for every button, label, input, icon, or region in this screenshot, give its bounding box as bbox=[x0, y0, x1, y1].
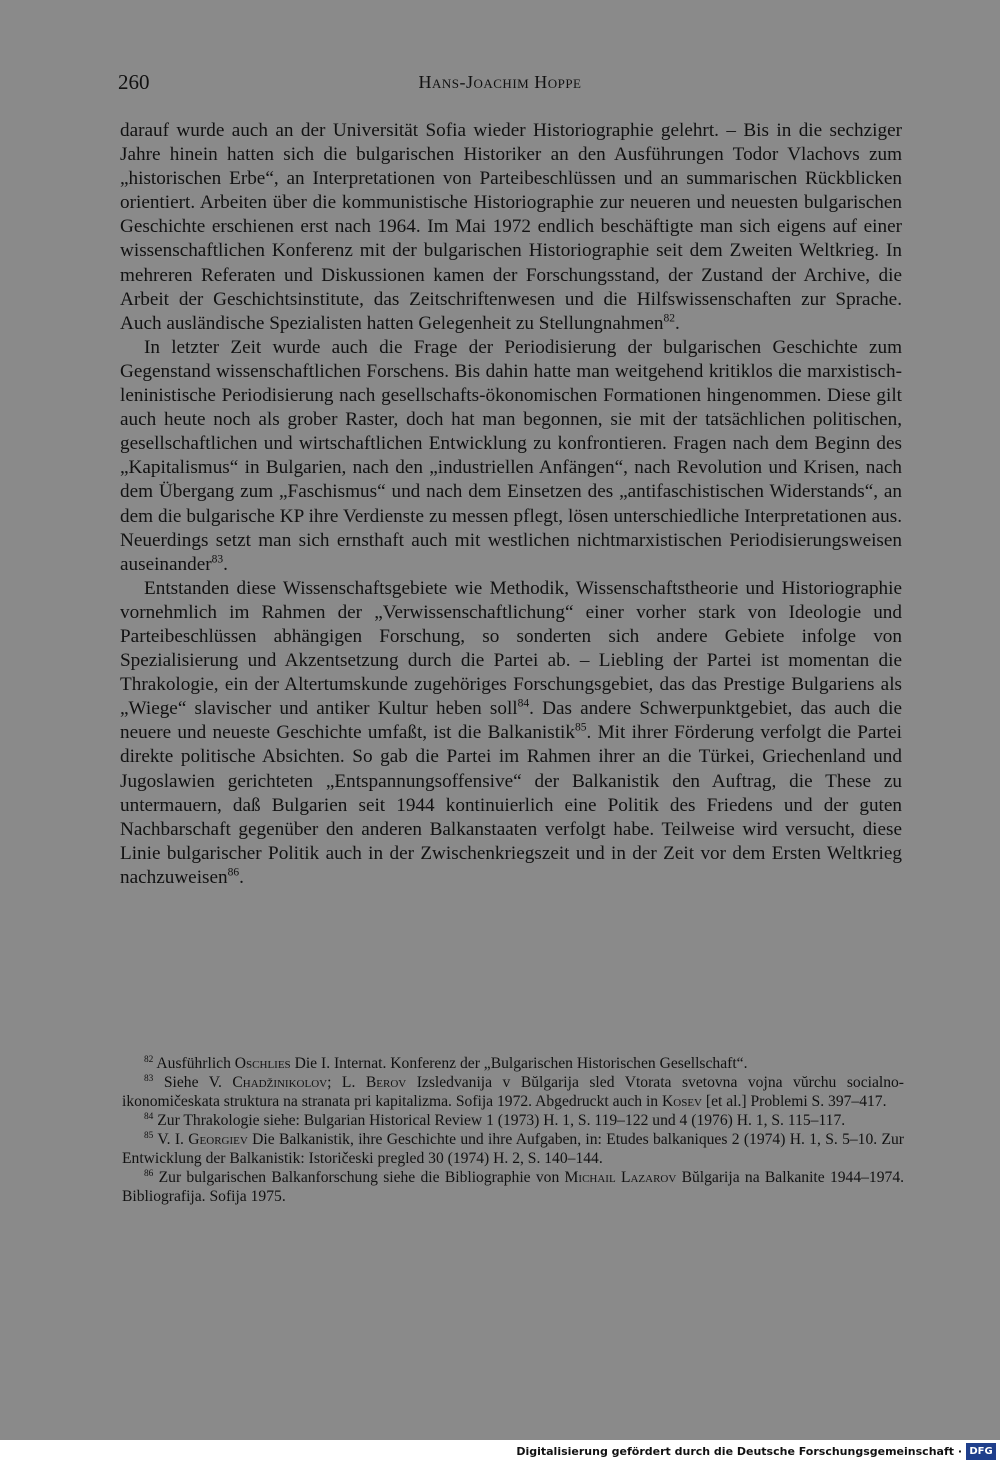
footnote-84: $^{84}$ Zur Thrakologie siehe: Bulgarian Historical Review 1 (1973) H. 1, S. 119–122 und 4 (1976) H. 1, S. 115–117. bbox=[144, 1111, 846, 1129]
dfg-credit-text: Digitalisierung gefördert durch die Deutsche Forschungsgemeinschaft · bbox=[516, 1445, 962, 1458]
footnote-82: $^{82}$ Ausführlich Oschlies Die I. Internat. Konferenz der „Bulgarischen Historischen Gesellschaft“. bbox=[144, 1054, 748, 1072]
paragraph-1: darauf wurde auch an der Universität Sofia wieder Historiographie gelehrt. – Bis in die sechziger Jahre hinein hatten sich die bulgarischen Historiker an den Ausführungen Todor Vlachovs zum „historischen Erbe“, an Interpretationen von Parteibeschlüssen und an summarischen Rückblicken orientiert. Arbeiten über die kommunistische Historiographie zur neueren und neuesten bulgarischen Geschichte erschienen erst nach 1964. Im Mai 1972 endlich beschäftigte man sich eigens auf einer wissenschaftlichen Konferenz mit der bulgarischen Historiographie seit dem Zweiten Weltkrieg. In mehreren Referaten und Diskussionen kamen der Forschungsstand, der Zustand der Archive, die Arbeit der Geschichtsinstitute, das Zeitschriftenwesen und die Hilfswissenschaften zur Sprache. Auch ausländische Spezialisten hatten Gelegenheit zu Stellungnahmen$^{82}$. bbox=[120, 120, 902, 334]
footnote-85: $^{85}$ V. I. Georgiev Die Balkanistik, ihre Geschichte und ihre Aufgaben, in: Etudes balkaniques 2 (1974) H. 1, S. 5–10. Zur Entwicklung der Balkanistik: Istoričeski pregled 30 (1974) H. 2, S. 140–144. bbox=[122, 1130, 904, 1167]
dfg-logo: DFG bbox=[966, 1443, 996, 1460]
footnote-ref-85: 85 bbox=[574, 721, 587, 734]
paragraph-2: In letzter Zeit wurde auch die Frage der Periodisierung der bulgarischen Geschichte zum Gegenstand wissenschaftlichen Forschens. Bis dahin hatte man weitgehend kritiklos die marxistisch-leninistische Periodisierung nach gesellschafts-ökonomischen Formationen hingenommen. Diese gilt auch heute noch als grober Raster, doch hat man begonnen, sie mit der tatsächlichen politischen, gesellschaftlichen und wirtschaftlichen Entwicklung zu konfrontieren. Fragen nach dem Beginn des „Kapitalismus“ in Bulgarien, nach den „industriellen Anfängen“, nach Revolution und Krisen, nach dem Übergang zum „Faschismus“ und nach dem Einsetzen des „antifaschistischen Widerstands“, an dem die bulgarische KP ihre Verdienste zu messen pflegt, lösen unterschiedliche Interpretationen aus. Neuerdings setzt man sich ernsthaft auch mit westlichen nichtmarxistischen Periodisierungsweisen auseinander$^{83}$. bbox=[120, 336, 902, 575]
footnote-ref-84: 84 bbox=[517, 697, 530, 710]
footnote-83: $^{83}$ Siehe V. Chadžinikolov; L. Berov Izsledvanija v Bŭlgarija sled Vtorata svetovna vojna vŭrchu socialno-ikonomičeskata struktura na stranata pri kapitalizma. Sofija 1972. Abgedruckt auch in Kosev [et al.] Problemi S. 397–417. bbox=[122, 1073, 904, 1110]
digitization-credit-bar bbox=[0, 1440, 1000, 1464]
body-text bbox=[120, 119, 902, 890]
footnote-ref-83: 83 bbox=[211, 553, 224, 566]
footnote-86: $^{86}$ Zur bulgarischen Balkanforschung siehe die Bibliographie von Michail Lazarov Bŭlgarija na Balkanite 1944–1974. Bibliografija. Sofija 1975. bbox=[122, 1168, 905, 1205]
running-head: Hans-Joachim Hoppe bbox=[418, 72, 582, 92]
footnote-ref-82: 82 bbox=[663, 312, 675, 325]
footnotes bbox=[122, 1054, 904, 1206]
footnote-ref-86: 86 bbox=[227, 866, 240, 879]
page-number: 260 bbox=[118, 70, 150, 94]
paragraph-3: Entstanden diese Wissenschaftsgebiete wie Methodik, Wissenschaftstheorie und Historiographie vornehmlich im Rahmen der „Verwissenschaftlichung“ einer vorher stark von Ideologie und Parteibeschlüssen abhängigen Forschung, so sonderten sich andere Gebiete infolge von Spezialisierung und Akzentsetzung durch die Partei ab. – Liebling der Partei ist momentan die Thrakologie, ein der Altertumskunde zugehöriges Forschungsgebiet, das das Prestige Bulgariens als „Wiege“ slavischer und antiker Kultur heben soll$^{84}$. Das andere Schwerpunktgebiet, das auch die neuere und neueste Geschichte umfaßt, ist die Balkanistik$^{85}$. Mit ihrer Förderung verfolgt die Partei direkte politische Absichten. So gab die Partei im Rahmen ihrer an die Türkei, Griechenland und Jugoslawien gerichteten „Entspannungsoffensive“ der Balkanistik den Auftrag, die These zu untermauern, daß Bulgarien seit 1944 kontinuierlich eine Politik des Friedens und der guten Nachbarschaft gegenüber den anderen Balkanstaaten verfolgt habe. Teilweise wird versucht, diese Linie bulgarischer Politik auch in der Zwischenkriegszeit und in der Zeit vor dem Ersten Weltkrieg nachzuweisen$^{86}$. bbox=[120, 577, 902, 888]
